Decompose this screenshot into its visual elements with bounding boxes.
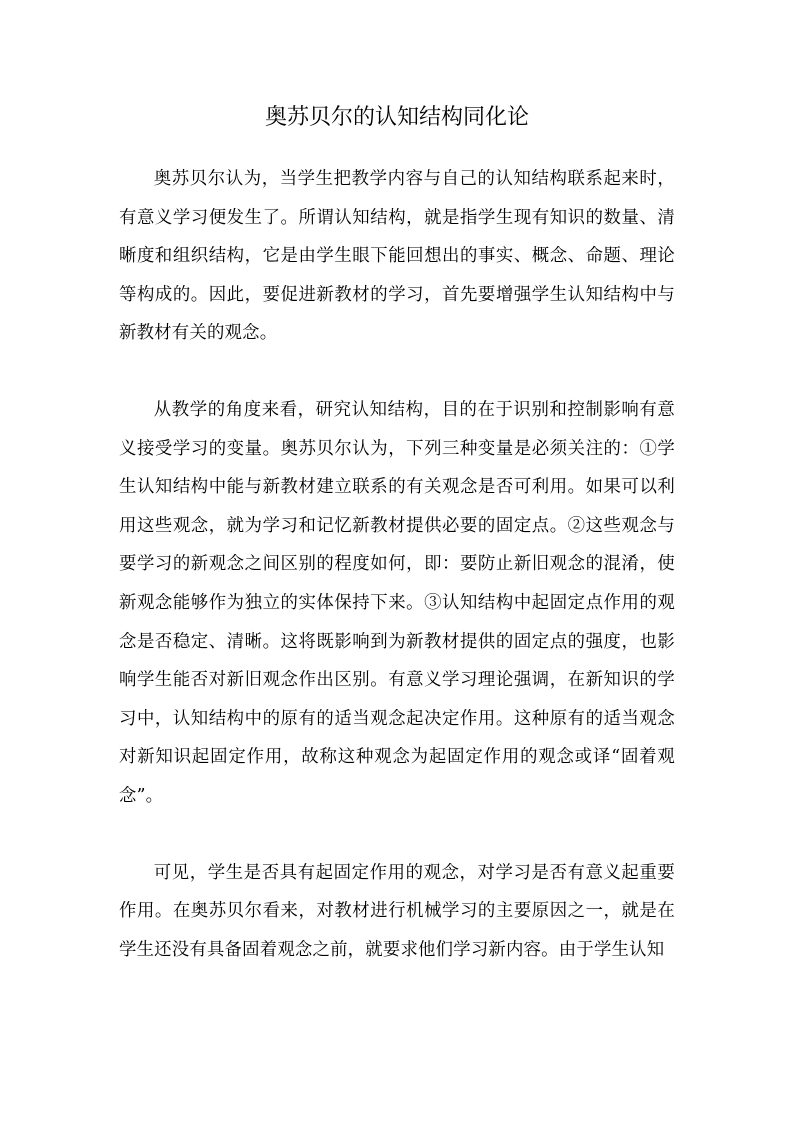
document-body [119,160,675,969]
paragraph-2: 从教学的角度来看，研究认知结构，目的在于识别和控制影响有意义接受学习的变量。奥苏贝尔认为，下列三种变量是必须关注的：①学生认知结构中能与新教材建立联系的有关观念是否可利用。如果可以利用这些观念，就为学习和记忆新教材提供必要的固定点。②这些观念与要学习的新观念之间区别的程度如何，即：要防止新旧观念的混淆，使新观念能够作为独立的实体保持下来。③认知结构中起固定点作用的观念是否稳定、清晰。这将既影响到为新教材提供的固定点的强度，也影响学生能否对新旧观念作出区别。有意义学习理论强调，在新知识的学习中，认知结构中的原有的适当观念起决定作用。这种原有的适当观念对新知识起固定作用，故称这种观念为起固定作用的观念或译“固着观念”。 [119,399,675,806]
paragraph-3: 可见，学生是否具有起固定作用的观念，对学习是否有意义起重要作用。在奥苏贝尔看来，对教材进行机械学习的主要原因之一，就是在学生还没有具备固着观念之前，就要求他们学习新内容。由于学生认知 [119,862,675,960]
paragraph-1: 奥苏贝尔认为，当学生把教学内容与自己的认知结构联系起来时，有意义学习便发生了。所谓认知结构，就是指学生现有知识的数量、清晰度和组织结构，它是由学生眼下能回想出的事实、概念、命题、理论等构成的。因此，要促进新教材的学习，首先要增强学生认知结构中与新教材有关的观念。 [119,169,675,344]
page-title: 奥苏贝尔的认知结构同化论 [264,105,529,130]
